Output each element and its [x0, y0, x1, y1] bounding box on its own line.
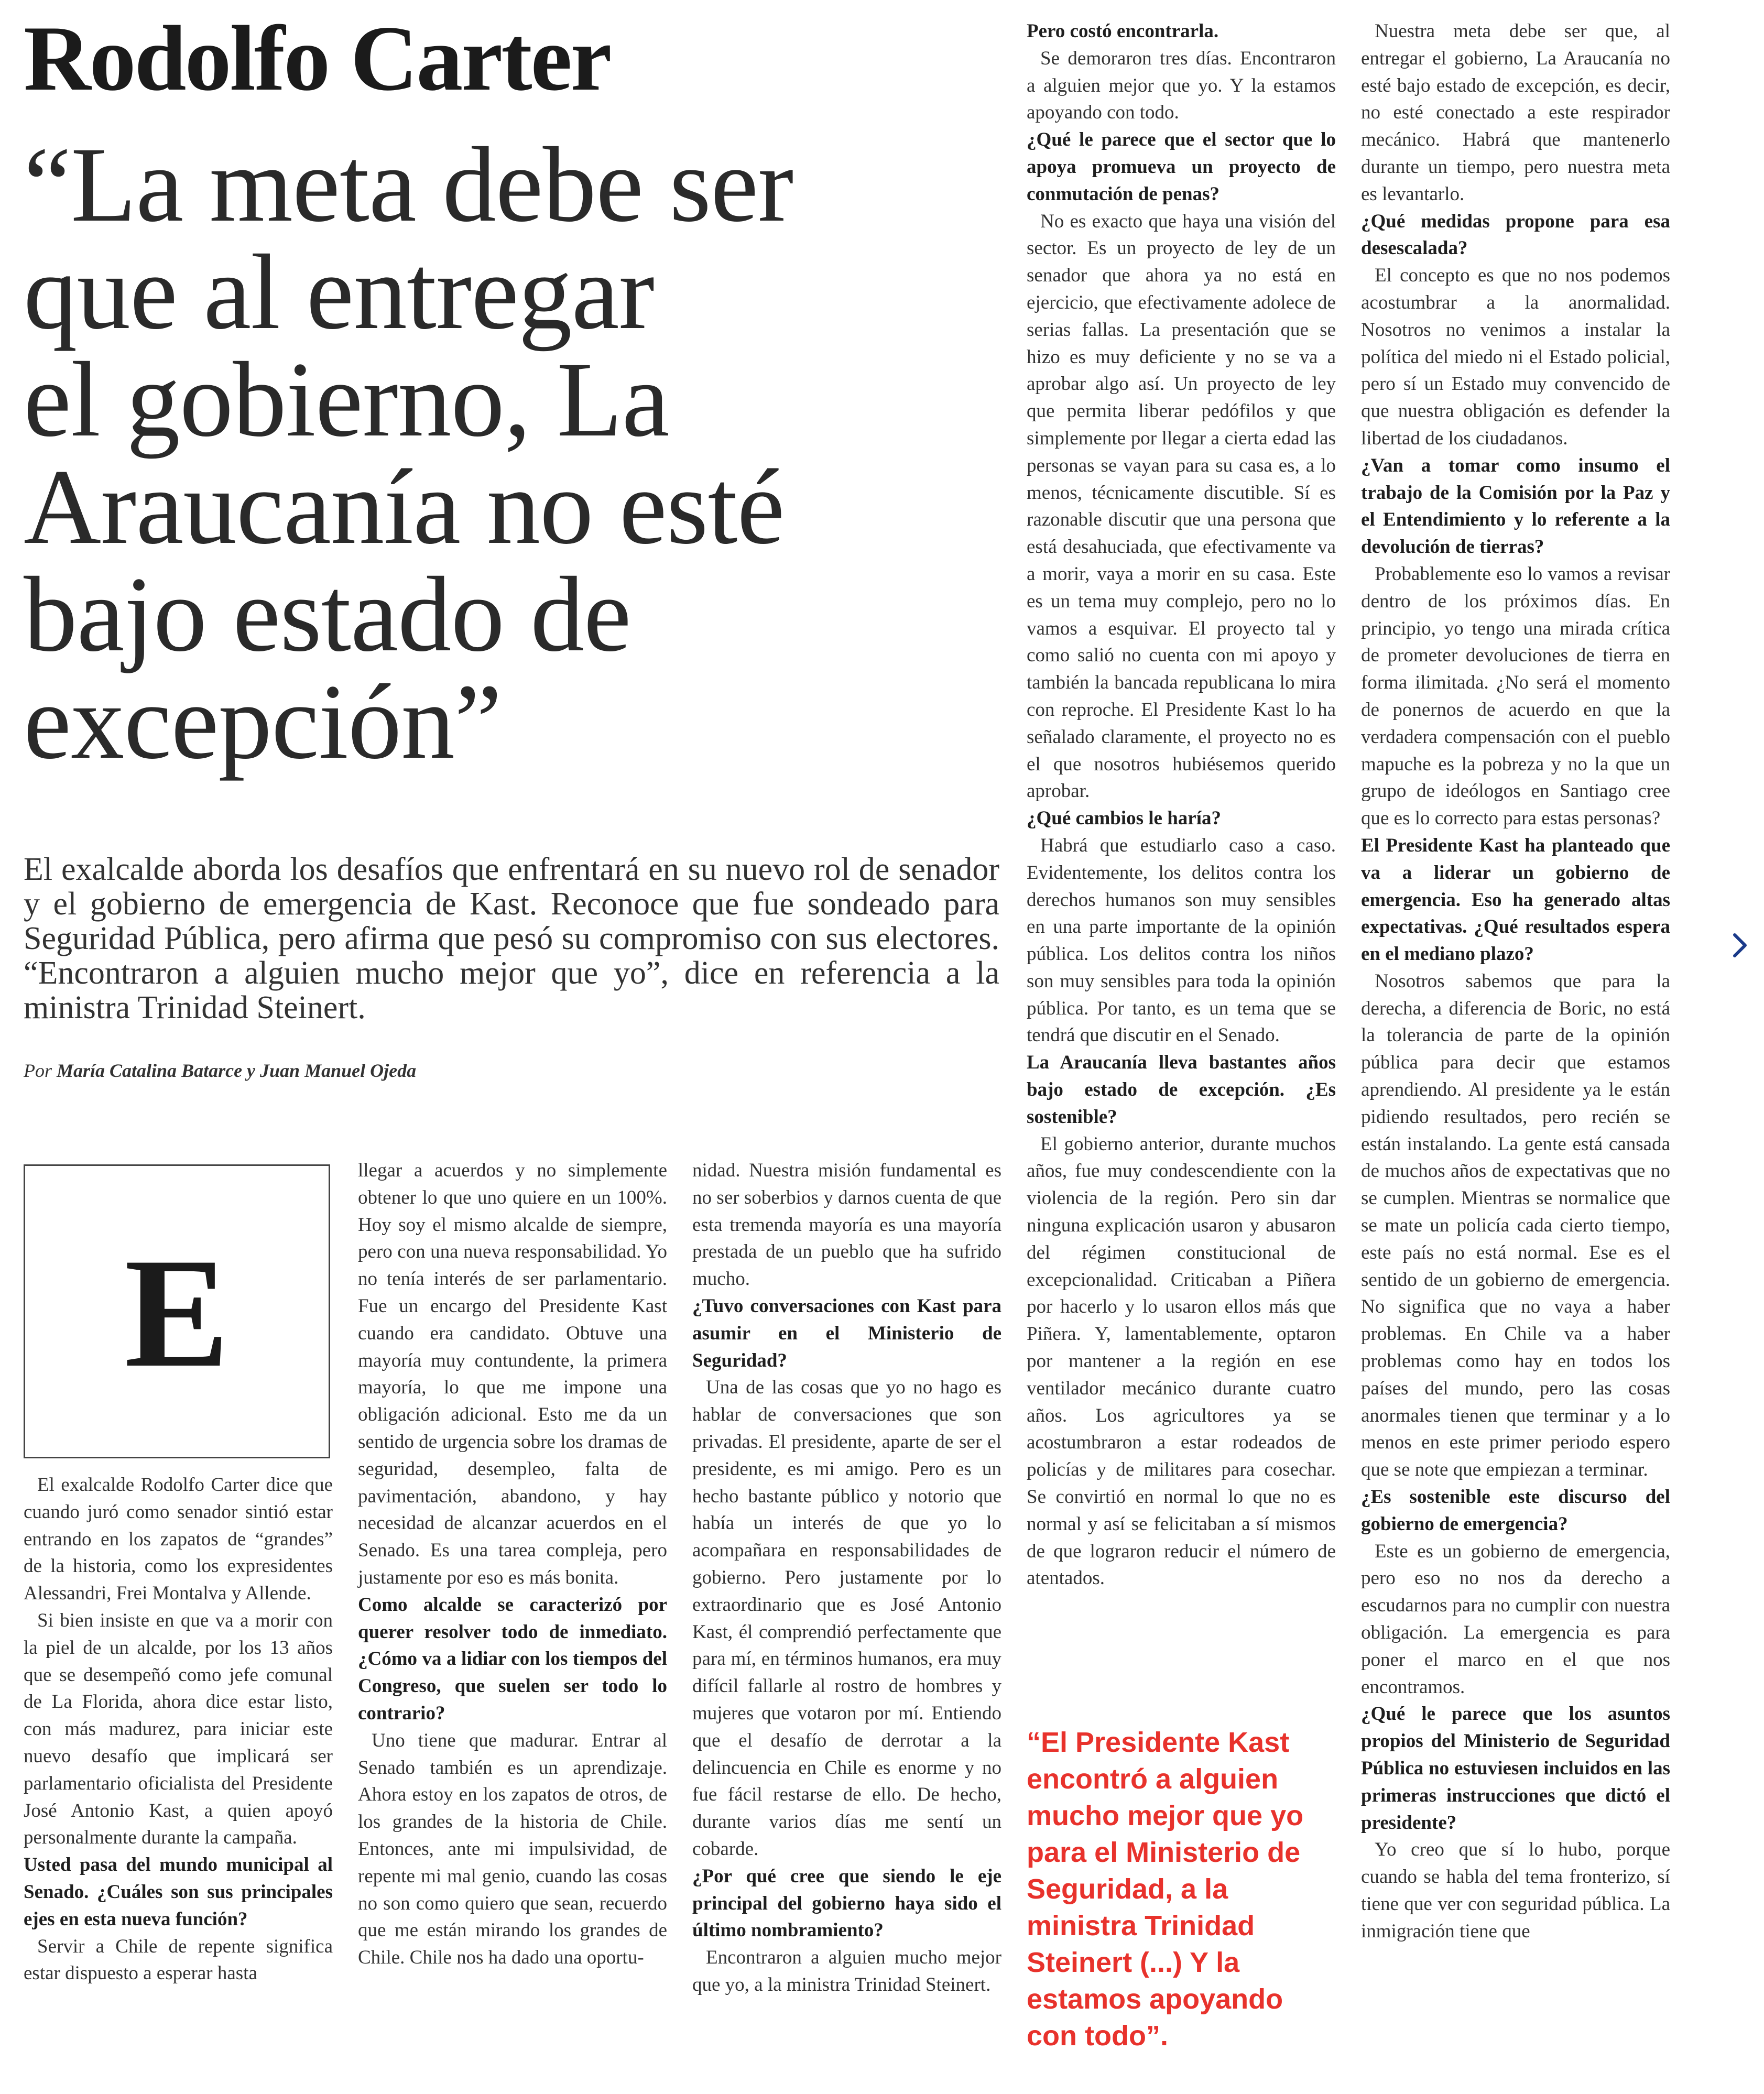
question: Usted pasa del mundo municipal al Senado. ¿Cuáles son sus principales ejes en esta nueva función?: [24, 1854, 333, 1930]
question: ¿Por qué cree que siendo le eje principal del gobierno haya sido el último nombramiento?: [692, 1865, 1001, 1942]
paragraph: Habrá que estudiarlo caso a caso. Evidentemente, los delitos contra los derechos humanos son muy sensibles en una parte importante de la opinión pública. Los delitos contra los niños son muy sensibles para toda la opinión pública. Por tanto, es un tema que se tendrá que discutir en el Senado.: [1027, 834, 1336, 1046]
question: El Presidente Kast ha planteado que va a liderar un gobierno de emergencia. Eso ha generado altas expectativas. ¿Qué resultados espera en el mediano plazo?: [1361, 834, 1670, 965]
headline: [24, 125, 914, 781]
question: ¿Qué le parece que los asuntos propios del Ministerio de Seguridad Pública no estuviesen incluidos en las primeras instrucciones que dictó el presidente?: [1361, 1703, 1670, 1834]
paragraph: llegar a acuerdos y no simplemente obtener lo que uno quiere en un 100%. Hoy soy el mismo alcalde de siempre, pero con una nueva responsabilidad. Yo no tenía interés de ser parlamentario. Fue un encargo del Presidente Kast cuando era candidato. Obtuve una mayoría muy contundente, la primera mayoría, lo que me impone una obligación adicional. Esto me da un sentido de urgencia sobre los dramas de seguridad, desempleo, falta de pavimentación, abandono, y hay necesidad de alcanzar acuerdos en el Senado. Es una tarea compleja, pero justamente por eso es más bonita.: [358, 1160, 667, 1588]
question: La Araucanía lleva bastantes años bajo estado de excepción. ¿Es sostenible?: [1027, 1052, 1336, 1128]
paragraph: Encontraron a alguien mucho mejor que yo, a la ministra Trinidad Steinert.: [692, 1947, 1001, 1995]
headline-line: el gobierno, La: [24, 340, 669, 459]
paragraph: Nosotros sabemos que para la derecha, a diferencia de Boric, no está la tolerancia de parte de la opinión pública para decir que estamos aprendiendo. Al presidente ya le están pidiendo resultados, pero recién se están instalando. La gente está cansada de muchos años de expectativas que no se cumplen. Mientras se normalice que se mate un policía cada cierto tiempo, este país no está normal. Ese es el sentido de un gobierno de emergencia. No significa que no vaya a haber problemas. En Chile va a haber problemas como hay en todos los países del mundo, pero las cosas anormales tienen que terminar y a lo menos en este primer periodo espero que se note que empiezan a terminar.: [1361, 970, 1670, 1481]
dropcap-box: [24, 1164, 330, 1458]
headline-line: “La meta debe ser: [24, 125, 793, 244]
paragraph: No es exacto que haya una visión del sector. Es un proyecto de ley de un senador que ahora ya no está en ejercicio, que efectivamente adolece de serias fallas. La presentación que se hizo es muy deficiente y no se va a aprobar algo así. Un proyecto de ley que permita liberar pedófilos y que simplemente por llegar a cierta edad las personas se vayan para su casa es, a lo menos, técnicamente discutible. Sí es razonable discutir que una persona que está desahuciada, que efectivamente va a morir, vaya a morir en su casa. Este es un tema muy complejo, pero no lo vamos a esquivar. El proyecto tal y como salió no cuenta con mi apoyo y también la bancada republicana lo mira con reproche. El Presidente Kast lo ha señalado claramente, el proyecto no es el que nosotros hubiésemos querido aprobar.: [1027, 210, 1336, 802]
column-1: [24, 1471, 333, 1987]
paragraph: El exalcalde Rodolfo Carter dice que cuando juró como senador sintió estar entrando en los zapatos de “grandes” de la historia, como los expresidentes Alessandri, Frei Montalva y Allende.: [24, 1474, 333, 1605]
deck: El exalcalde aborda los desafíos que enfrentará en su nuevo rol de senador y el gobierno de emergencia de Kast. Reconoce que fue sondeado para Seguridad Pública, pero afirma que pesó su compromiso con sus electores. “Encontraron a alguien mucho mejor que yo”, dice en referencia a la ministra Trinidad Steinert.: [24, 852, 999, 1026]
paragraph: Nuestra meta debe ser que, al entregar el gobierno, La Araucanía no esté bajo estado de excepción, es decir, no esté conectado a este respirador mecánico. Habrá que mantenerlo durante un tiempo, pero nuestra meta es levantarlo.: [1361, 20, 1670, 205]
paragraph: Se demoraron tres días. Encontraron a alguien mejor que yo. Y la estamos apoyando con todo.: [1027, 47, 1336, 124]
paragraph: El gobierno anterior, durante muchos años, fue muy condescendiente con la violencia de la región. Pero sin dar ninguna explicación usaron y abusaron del régimen constitucional de excepcionalidad. Criticaban a Piñera por hacerlo y lo usaron ellos más que Piñera. Y, lamentablemente, optaron por mantener a la región en ese ventilador mecánico durante cuatro años. Los agricultores ya se acostumbraron a estar rodeados de policías y de militares para cosechar. Se convirtió en normal lo que no es normal y así se felicitaban a sí mismos de que lograron reducir el número de atentados.: [1027, 1133, 1336, 1589]
paragraph: Uno tiene que madurar. Entrar al Senado también es un aprendizaje. Ahora estoy en los zapatos de otros, de los grandes de la historia de Chile. Entonces, ante mi impulsividad, de repente mi mal genio, cuando las cosas no son como quiero que sean, recuerdo que me están mirando los grandes de Chile. Chile nos ha dado una oportu-: [358, 1729, 667, 1969]
headline-line: Araucanía no esté: [24, 448, 785, 566]
question: ¿Qué medidas propone para esa desescalada?: [1361, 210, 1670, 259]
paragraph: Probablemente eso lo vamos a revisar dentro de los próximos días. En principio, yo tengo una mirada crítica de prometer devoluciones de tierra en forma ilimitada. ¿No será el momento de ponernos de acuerdo en que la verdadera compensación con el pueblo mapuche es la pobreza y no la que un grupo de ideólogos en Santiago cree que es lo correcto para estas personas?: [1361, 563, 1670, 830]
paragraph: El concepto es que no nos podemos acostumbrar a la anormalidad. Nosotros no venimos a instalar la política del miedo ni el Estado policial, pero sí un Estado muy convencido de que nuestra obligación es defender la libertad de los ciudadanos.: [1361, 265, 1670, 449]
question: Pero costó encontrarla.: [1027, 20, 1219, 42]
question: ¿Qué le parece que el sector que lo apoya promueva un proyecto de conmutación de penas?: [1027, 129, 1336, 205]
byline-authors: María Catalina Batarce y Juan Manuel Ojeda: [57, 1060, 417, 1081]
byline-prefix: Por: [24, 1060, 52, 1081]
paragraph: Yo creo que sí lo hubo, porque cuando se habla del tema fronterizo, sí tiene que ver con seguridad pública. La inmigración tiene que: [1361, 1839, 1670, 1942]
headline-line: excepción”: [24, 662, 502, 781]
paragraph: nidad. Nuestra misión fundamental es no ser soberbios y darnos cuenta de que esta tremenda mayoría es una mayoría prestada de un pueblo que ha sufrido mucho.: [692, 1160, 1001, 1290]
column-4: [1027, 18, 1336, 1592]
dropcap: E: [124, 1226, 230, 1400]
question: ¿Es sostenible este discurso del gobierno de emergencia?: [1361, 1486, 1670, 1535]
paragraph: Este es un gobierno de emergencia, pero eso no nos da derecho a escudarnos para no cumplir con nuestra obligación. La emergencia es para poner el marco en el que nos encontramos.: [1361, 1540, 1670, 1698]
paragraph: Una de las cosas que yo no hago es hablar de conversaciones que son privadas. El presidente, aparte de ser el presidente, es mi amigo. Pero es un hecho bastante público y notorio que había un interés de que yo lo acompañara en responsabilidades de gobierno. Pero justamente por lo extraordinario que es José Antonio Kast, él comprendió perfectamente que para mí, en términos humanos, era muy difícil fallarle al rostro de hombres y mujeres que votaron por mí. Entiendo que el desafío de derrotar a la delincuencia en Chile es enorme y no fue fácil restarse de ello. De hecho, durante varios días me sentí un cobarde.: [692, 1377, 1001, 1860]
column-2: [358, 1157, 667, 1971]
question: ¿Tuvo conversaciones con Kast para asumir en el Ministerio de Seguridad?: [692, 1295, 1001, 1371]
paragraph: Servir a Chile de repente significa estar dispuesto a esperar hasta: [24, 1935, 333, 1984]
byline: [24, 1060, 416, 1082]
column-5: [1361, 18, 1670, 1945]
question: ¿Van a tomar como insumo el trabajo de la Comisión por la Paz y el Entendimiento y lo referente a la devolución de tierras?: [1361, 454, 1670, 558]
column-3: [692, 1157, 1001, 1999]
headline-line: que al entregar: [24, 233, 654, 352]
pull-quote: “El Presidente Kast encontró a alguien mucho mejor que yo para el Ministerio de Seguridad, a la ministra Trinidad Steinert (...) Y la estamos apoyando con todo”.: [1027, 1727, 1304, 2052]
headline-line: bajo estado de: [24, 555, 631, 674]
article-title: Rodolfo Carter: [24, 6, 611, 110]
question: Como alcalde se caracterizó por querer resolver todo de inmediato. ¿Cómo va a lidiar con los tiempos del Congreso, que suelen ser todo lo contrario?: [358, 1594, 667, 1724]
chevron-right-icon[interactable]: [1729, 930, 1750, 961]
question: ¿Qué cambios le haría?: [1027, 808, 1222, 830]
paragraph: Si bien insiste en que va a morir con la piel de un alcalde, por los 13 años que se desempeñó como jefe comunal de La Florida, ahora dice estar listo, con más madurez, para iniciar este nuevo desafío que implicará ser parlamentario oficialista del Presidente José Antonio Kast, a quien apoyó personalmente durante la campaña.: [24, 1609, 333, 1849]
